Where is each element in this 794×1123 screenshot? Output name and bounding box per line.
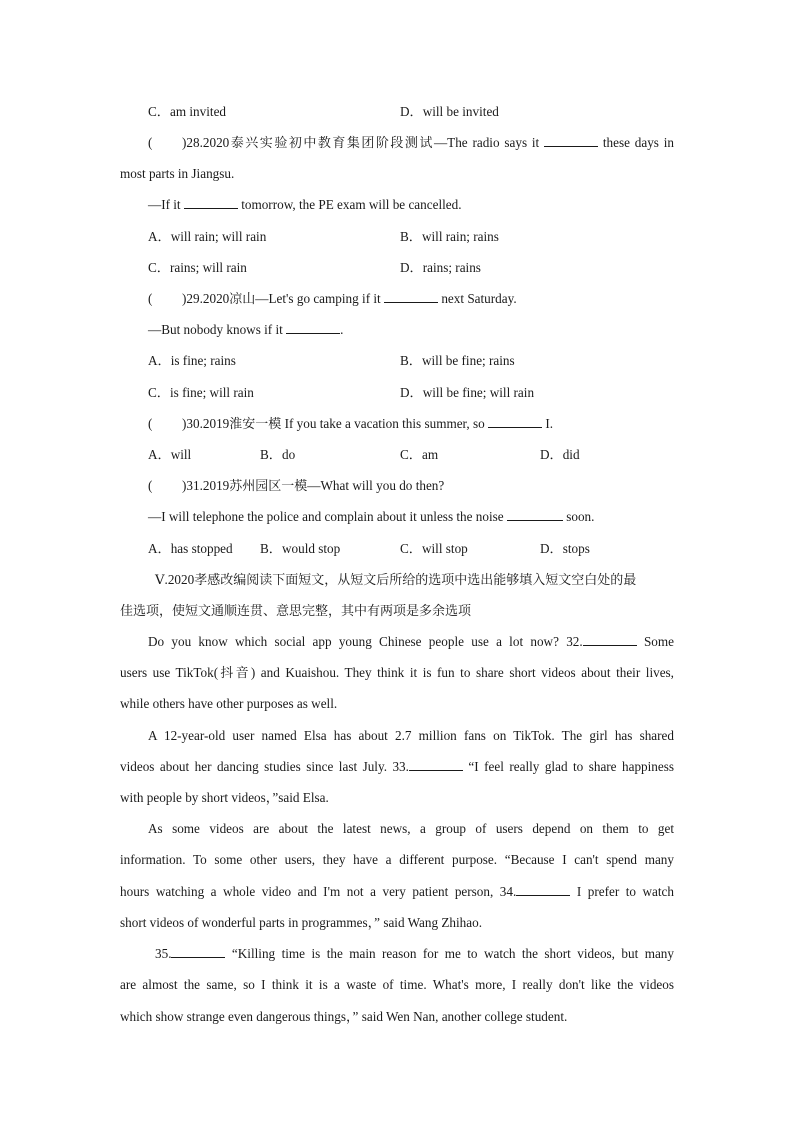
answer-blank [286, 321, 340, 334]
q28-option-d: D．rains; rains [400, 260, 481, 275]
passage-text: videos about her dancing studies since last July. 33. [120, 759, 409, 774]
passage-text: Some [643, 634, 674, 649]
q29-stem-text: —Let's go camping if it [255, 291, 381, 306]
q28-option-b: B．will rain; rains [400, 229, 499, 244]
question-number: )31.2019 [182, 478, 230, 493]
q30-options-row [148, 446, 668, 464]
section-v-heading-line1 [155, 571, 636, 590]
q29-option-a: A．is fine; rains [148, 353, 236, 368]
q30-stem-text-after: I. [545, 416, 554, 431]
section-v-heading-line2 [120, 602, 471, 621]
q29-reply [148, 321, 343, 339]
q29-option-c: C．is fine; will rain [148, 385, 254, 400]
passage-p1-line3: while others have other purposes as well. [120, 696, 338, 711]
q30-option-c: C．am [400, 447, 439, 462]
answer-blank [384, 290, 438, 303]
passage-p3-line1: As some videos are about the latest news, a group of users depend on them to get [148, 821, 674, 836]
passage-text: Do you know which social app young Chinese people use a lot now? 32. [148, 634, 583, 649]
q27-option-c: C．am invited [148, 104, 227, 119]
answer-paren: ( [148, 478, 153, 493]
q31-reply-text-after: soon. [566, 509, 595, 524]
answer-blank-32 [583, 633, 637, 646]
section-number: Ⅴ.2020 [155, 572, 195, 587]
passage-p2-line2 [120, 758, 674, 776]
q31-options-row [148, 540, 668, 558]
passage-text: users use TikTok( [120, 665, 219, 680]
q28-option-c: C．rains; will rain [148, 260, 247, 275]
question-source: 泰兴实验初中教育集团阶段测试 [229, 136, 434, 151]
q30-option-a: A．will [148, 447, 192, 462]
passage-text: 35. [155, 946, 172, 961]
passage-p3-line3 [120, 883, 674, 901]
question-source: 淮安一模 [229, 417, 282, 432]
q31-option-b: B．would stop [260, 541, 341, 556]
q28-stem-text-after: these days in [602, 135, 675, 150]
section-instruction: 孝感改编阅读下面短文，从短文后所给的选项中选出能够填入短文空白处的最 [194, 573, 637, 588]
answer-blank [184, 196, 238, 209]
q29-reply-text-after: . [340, 322, 344, 337]
passage-p2-line1: A 12-year-old user named Elsa has about 2.7 million fans on TikTok. The girl has shared [148, 728, 674, 743]
passage-p3-line4: short videos of wonderful parts in programmes，” said Wang Zhihao. [120, 915, 482, 930]
q28-reply-text: —If it [148, 197, 181, 212]
q29-option-d: D．will be fine; will rain [400, 385, 535, 400]
passage-p2-line3: with people by short videos，”said Elsa. [120, 790, 329, 805]
q31-reply-text: —I will telephone the police and complain about it unless the noise [148, 509, 504, 524]
answer-paren: ( [148, 291, 153, 306]
q31-stem-text: —What will you do then? [307, 478, 445, 493]
passage-text: I prefer to watch [576, 884, 674, 899]
q28-stem-text: —The radio says it [433, 135, 540, 150]
question-source: 苏州园区一模 [229, 479, 308, 494]
q28-reply [148, 196, 462, 214]
question-number: )30.2019 [182, 416, 230, 431]
question-source: 凉山 [229, 292, 256, 307]
q28-reply-text-after: tomorrow, the PE exam will be cancelled. [241, 197, 462, 212]
q29-option-b: B．will be fine; rains [400, 353, 515, 368]
passage-text: ) and Kuaishou. They think it is fun to share short videos about their lives, [250, 665, 674, 680]
q28-stem [148, 134, 674, 153]
passage-text: hours watching a whole video and I'm not a very patient person, 34. [120, 884, 517, 899]
answer-blank [488, 415, 542, 428]
q28-options-row-2 [148, 259, 668, 277]
passage-text: “I feel really glad to share happiness [468, 759, 675, 774]
question-number: )29.2020 [182, 291, 230, 306]
section-instruction-cont: 佳选项，使短文通顺连贯、意思完整，其中有两项是多余选项 [120, 604, 472, 619]
q28-options-row-1 [148, 228, 668, 246]
q28-stem-line2: most parts in Jiangsu. [120, 166, 235, 181]
q30-option-d: D．did [540, 447, 580, 462]
answer-blank [507, 508, 563, 521]
q28-option-a: A．will rain; will rain [148, 229, 267, 244]
answer-paren: ( [148, 135, 153, 150]
passage-text: “Killing time is the main reason for me to watch the short videos, but many [231, 946, 674, 961]
q31-option-d: D．stops [540, 541, 590, 556]
q31-option-a: A．has stopped [148, 541, 233, 556]
question-number: )28.2020 [182, 135, 230, 150]
passage-p4-line1 [155, 945, 674, 963]
q29-reply-text: —But nobody knows if it [148, 322, 283, 337]
q29-options-row-2 [148, 384, 668, 402]
passage-p1-line2 [120, 664, 674, 683]
q27-options-row [148, 103, 668, 121]
passage-p3-line2: information. To some other users, they have a different purpose. “Because I can't spend many [120, 852, 674, 867]
passage-p4-line2: are almost the same, so I think it is a waste of time. What's more, I really don't like the videos [120, 977, 674, 992]
q30-stem-text: If you take a vacation this summer, so [284, 416, 485, 431]
q31-stem [148, 477, 444, 496]
answer-blank-33 [409, 758, 463, 771]
passage-p4-line3: which show strange even dangerous things，” said Wen Nan, another college student. [120, 1009, 568, 1024]
q31-reply [148, 508, 594, 526]
q29-stem [148, 290, 517, 309]
answer-paren: ( [148, 416, 153, 431]
q27-option-d: D．will be invited [400, 104, 499, 119]
passage-p1-line1 [148, 633, 674, 651]
q29-options-row-1 [148, 352, 668, 370]
answer-blank-35 [171, 945, 225, 958]
q31-option-c: C．will stop [400, 541, 468, 556]
q30-stem [148, 415, 553, 434]
answer-blank [544, 134, 598, 147]
q29-stem-text-after: next Saturday. [441, 291, 517, 306]
answer-blank-34 [516, 883, 570, 896]
passage-text-cn: 抖音 [218, 666, 251, 681]
q30-option-b: B．do [260, 447, 296, 462]
